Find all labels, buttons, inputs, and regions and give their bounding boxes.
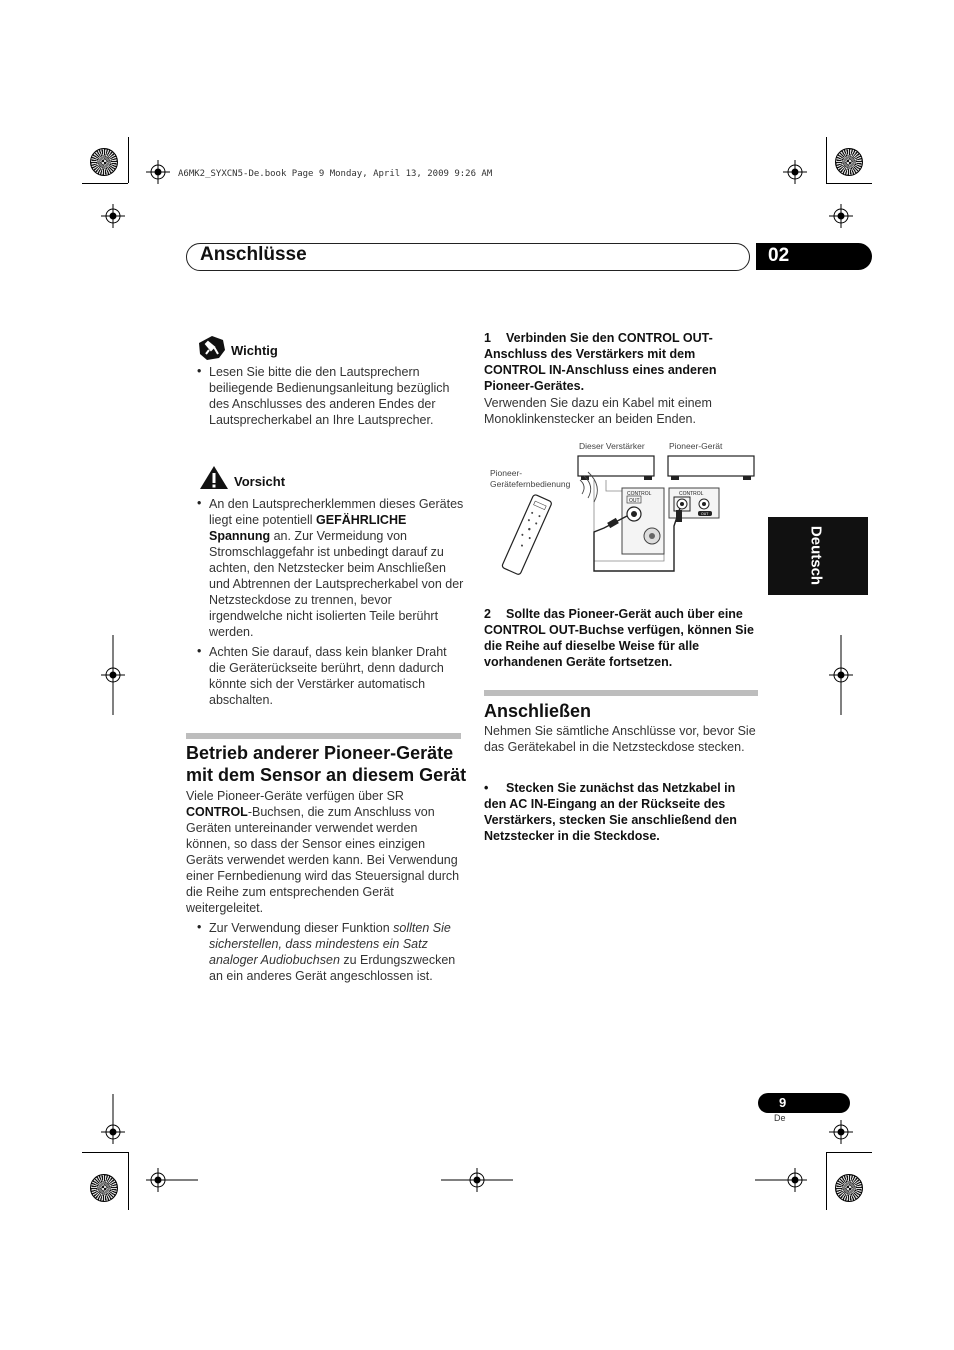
step-1-instruction: Verbinden Sie den CONTROL OUT-Anschluss des Verstärkers mit dem CONTROL IN-Anschluss eines anderen Pioneer-Gerätes. — [484, 331, 717, 393]
section-heading-sensor: Betrieb anderer Pioneer-Geräte mit dem Sensor an diesem Gerät — [186, 743, 467, 785]
section-rule — [186, 733, 461, 739]
caution-heading: Vorsicht — [234, 474, 286, 489]
sensor-paragraph: Viele Pioneer-Geräte verfügen über SR CONTROL-Buchsen, die zum Anschluss von Geräten untereinander verwendet werden können, so dass der Sensor eines einzigen Geräts verwendet werden kann. Bei Verwendung einer Fernbedienung wird das Steuersignal durch die Reihe zum entsprechenden Gerät weitergeleitet. — [186, 789, 460, 915]
bullet-symbol: • — [197, 644, 202, 658]
jack-out-label: OUT — [629, 498, 640, 504]
caution-bullet-2: Achten Sie darauf, dass kein blanker Draht die Geräterückseite berührt, denn dadurch könnte sich der Verstärker automatisch abschalten. — [209, 645, 447, 707]
chapter-number-badge — [756, 243, 872, 270]
file-info: A6MK2_SYXCN5-De.book Page 9 Monday, April 13, 2009 9:26 AM — [178, 169, 493, 179]
jack-in-label: CONTROL — [679, 491, 704, 497]
section-heading-connect: Anschließen — [484, 701, 592, 721]
remote-control-icon — [501, 494, 552, 575]
label-pioneer-device: Pioneer-Gerät — [669, 441, 723, 451]
chapter-title: Anschlüsse — [200, 244, 307, 265]
important-icon — [199, 336, 225, 360]
label-remote-2: Gerätefernbedienung — [490, 479, 571, 489]
label-remote-1: Pioneer- — [490, 468, 523, 478]
important-heading: Wichtig — [231, 343, 278, 358]
step-1-number: 1 — [484, 331, 491, 345]
caution-bullet-1: An den Lautsprecherklemmen dieses Gerätes liegt eine potentiell GEFÄHRLICHE Spannung an. Zur Vermeidung von Stromschlaggefahr ist unbedingt darauf zu achten, den Netzstecker beim Anschließen und Abtrennen der Lautsprecherkabel von der Netzsteckdose zu trennen, bevor irgendwelche nicht isolierten Teile berührt werden. — [209, 497, 464, 639]
bullet-symbol: • — [197, 364, 202, 378]
warning-triangle-icon — [199, 465, 229, 490]
pioneer-device-box — [668, 456, 754, 476]
page-number-badge — [758, 1093, 850, 1113]
chapter-number: 02 — [768, 245, 790, 266]
step-2-instruction: Sollte das Pioneer-Gerät auch über eine CONTROL OUT-Buchse verfügen, können Sie die Reihe auf dieselbe Weise für alle vorhandenen Geräte fortsetzen. — [484, 607, 754, 669]
label-this-amplifier: Dieser Verstärker — [579, 441, 645, 451]
connect-paragraph: Nehmen Sie sämtliche Anschlüsse vor, bevor Sie das Gerätekabel in die Netzsteckdose stecken. — [484, 724, 756, 754]
bullet-symbol: • — [197, 920, 202, 934]
jack-out2-text: OUT — [701, 512, 709, 516]
step-2-number: 2 — [484, 607, 491, 621]
language-tab — [768, 517, 868, 595]
sensor-bullet: Zur Verwendung dieser Funktion sollten Sie sicherstellen, dass mindestens ein Satz analoger Audiobuchsen zu Erdungszwecken an ein anderes Gerät angeschlossen ist. — [209, 921, 456, 983]
page-language: De — [774, 1113, 786, 1123]
jack-control-label: CONTROL — [627, 491, 652, 497]
important-bullet-text: Lesen Sie bitte die den Lautsprechern beiliegende Bedienungsanleitung bezüglich des Anschlusses des anderen Endes der Lautsprecherkabel an Ihre Lautsprecher. — [209, 365, 450, 427]
connect-bullet: Stecken Sie zunächst das Netzkabel in den AC IN-Eingang an der Rückseite des Verstärkers, stecken Sie anschließend den Netzstecker in die Steckdose. — [484, 781, 737, 843]
step-1-note: Verwenden Sie dazu ein Kabel mit einem Monoklinkenstecker an beiden Enden. — [484, 396, 712, 426]
section-rule — [484, 690, 758, 696]
connection-diagram — [484, 436, 760, 576]
language-label: Deutsch — [807, 525, 825, 586]
bullet-symbol: • — [197, 496, 202, 510]
page-number: 9 — [779, 1095, 787, 1110]
bullet-symbol: • — [484, 781, 489, 795]
